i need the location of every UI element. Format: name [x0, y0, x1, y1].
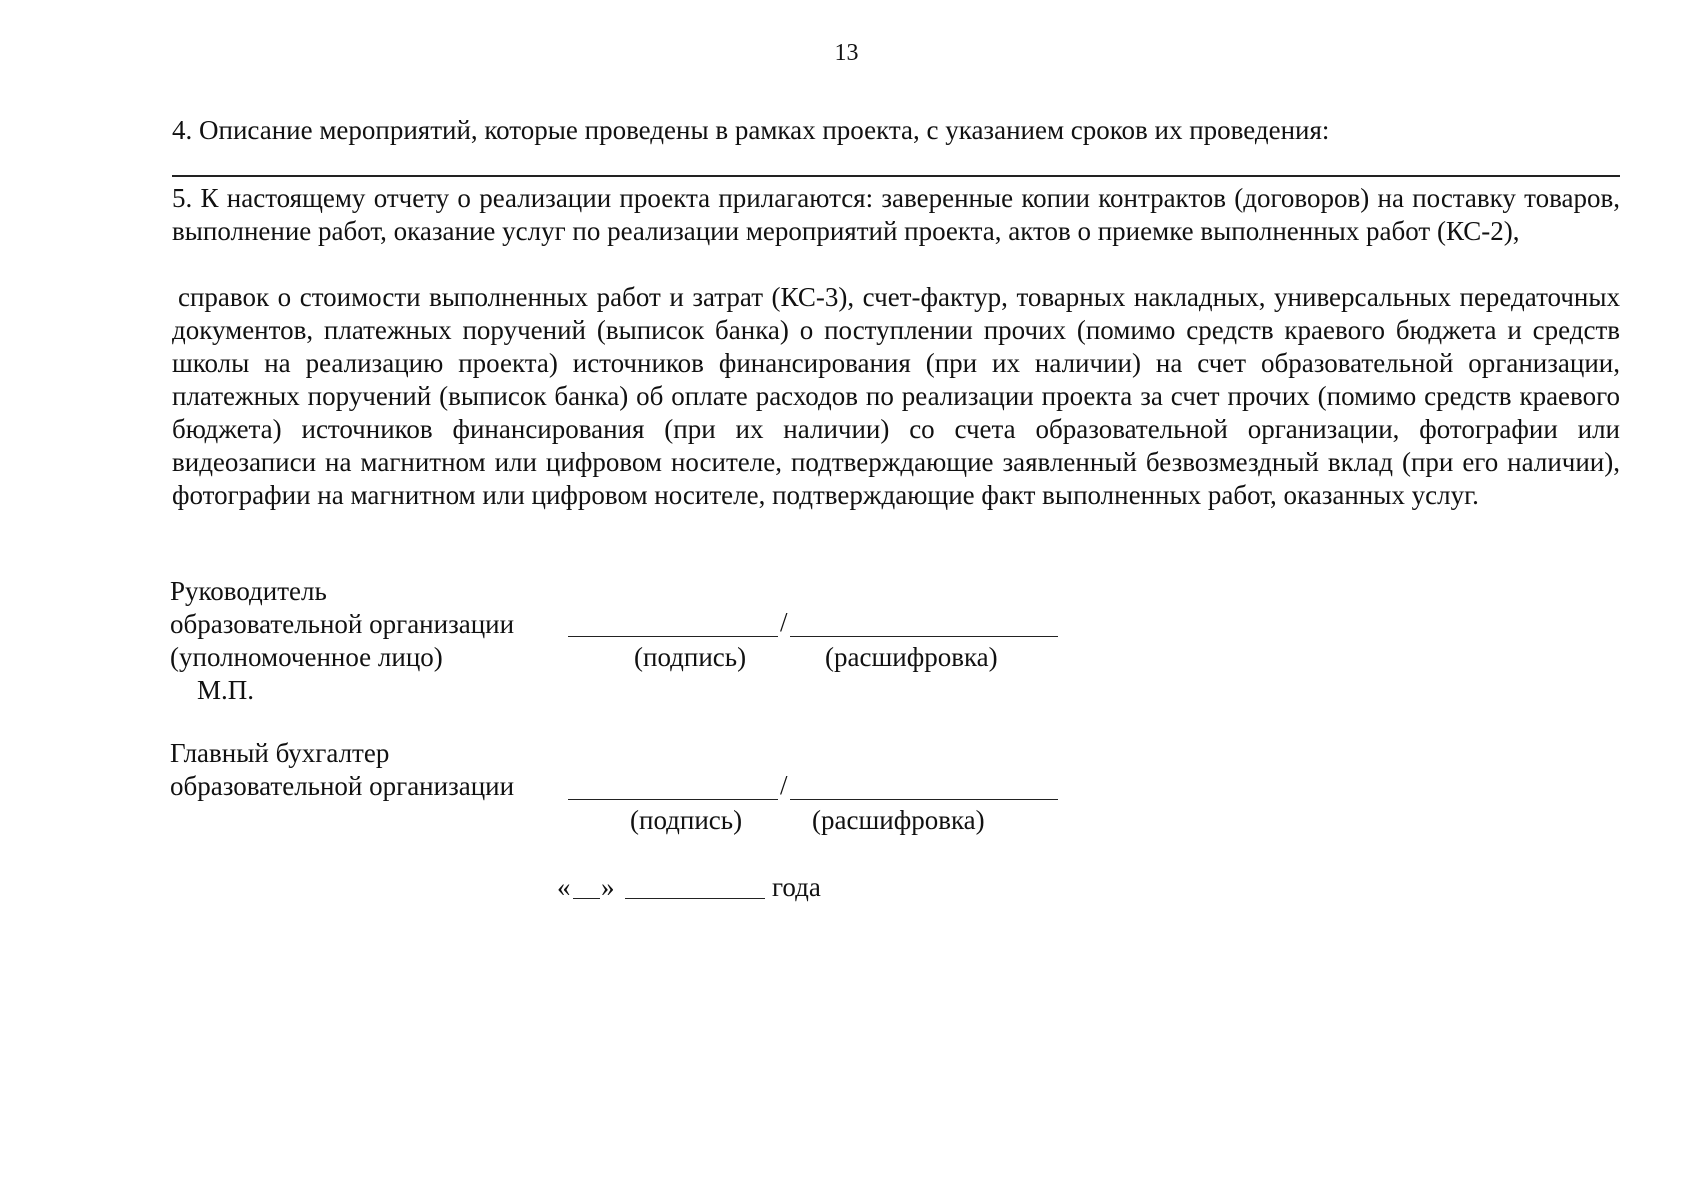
- head-decoding-caption: (расшифровка): [825, 642, 998, 672]
- accountant-title-line-1: Главный бухгалтер: [170, 738, 390, 768]
- stamp-label: М.П.: [197, 675, 255, 705]
- accountant-decoding-caption: (расшифровка): [812, 805, 985, 835]
- accountant-signature-caption: (подпись): [630, 805, 743, 835]
- page-number: 13: [834, 40, 859, 66]
- section-4-heading: 4. Описание мероприятий, которые проведены в рамках проекта, с указанием сроков их проведения:: [172, 115, 1330, 145]
- date-open-quote: «: [557, 872, 571, 902]
- head-title-line-3: (уполномоченное лицо): [170, 642, 443, 672]
- head-signature-caption: (подпись): [634, 642, 747, 672]
- head-decoding-field: [790, 636, 1058, 637]
- head-signature-field: [568, 636, 778, 637]
- date-year-suffix: года: [772, 872, 821, 902]
- date-close-quote: »: [601, 872, 615, 902]
- accountant-title-line-2: образовательной организации: [170, 771, 515, 801]
- head-separator: /: [780, 607, 788, 637]
- section-4-fill-line: [172, 175, 1620, 177]
- date-day-field: [573, 898, 600, 899]
- section-5-paragraph-1: 5. К настоящему отчету о реализации проекта прилагаются: заверенные копии контрактов (договоров) на поставку товаров, выполнение работ, оказание услуг по реализации мероприятий проекта, актов о приемке выполненных работ (КС-2),: [172, 183, 1620, 246]
- accountant-separator: /: [780, 770, 788, 800]
- head-title-line-2: образовательной организации: [170, 609, 515, 639]
- date-month-field: [625, 898, 765, 899]
- head-title-line-1: Руководитель: [170, 576, 327, 606]
- accountant-signature-field: [568, 799, 778, 800]
- section-5-paragraph-2: справок о стоимости выполненных работ и затрат (КС-3), счет-фактур, товарных накладных, универсальных передаточных документов, платежных поручений (выписок банка) о поступлении прочих (помимо средств краевого бюджета и средств школы на реализацию проекта) источников финансирования (при их наличии) на счет образовательной организации, платежных поручений (выписок банка) об оплате расходов по реализации проекта за счет прочих (помимо средств краевого бюджета) источников финансирования (при их наличии) со счета образовательной организации, фотографии или видеозаписи на магнитном или цифровом носителе, подтверждающие заявленный безвозмездный вклад (при его наличии), фотографии на магнитном или цифровом носителе, подтверждающие факт выполненных работ, оказанных услуг.: [172, 282, 1620, 510]
- accountant-decoding-field: [790, 799, 1058, 800]
